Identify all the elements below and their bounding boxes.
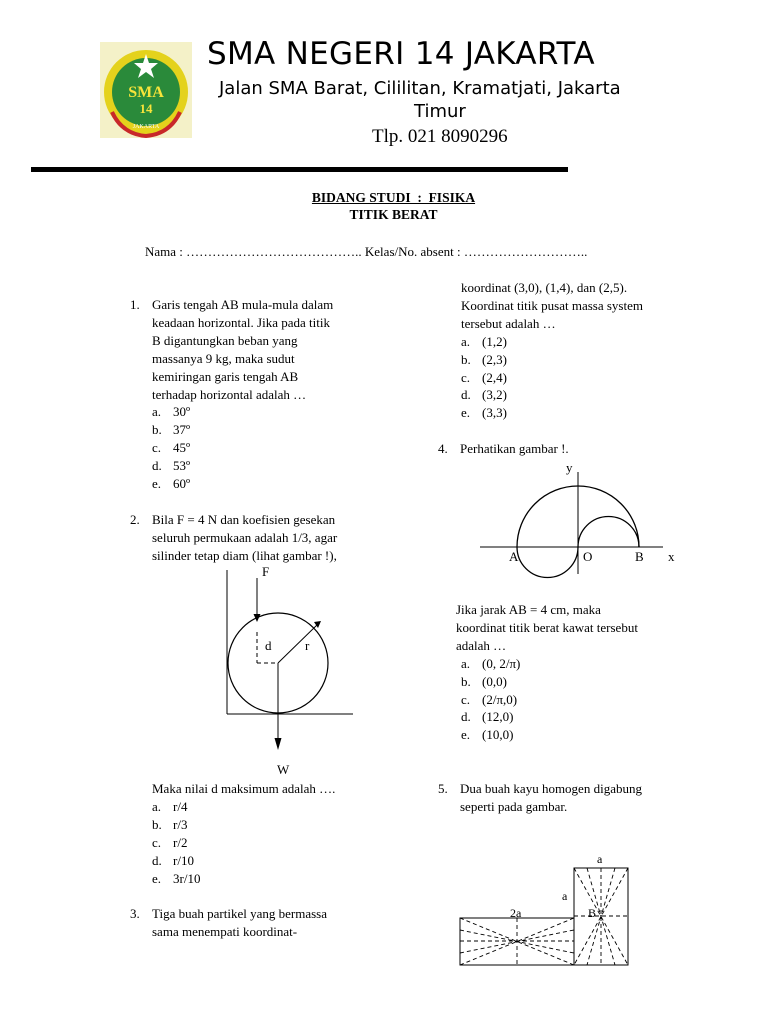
topic-title: TITIK BERAT	[349, 207, 438, 222]
question-line: tersebut adalah …	[461, 315, 556, 331]
option-c: c. (2,4)	[461, 369, 507, 385]
horizontal-block-guides	[460, 918, 574, 965]
option-d: d. r/10	[152, 852, 194, 868]
logo-text-number: 14	[139, 101, 153, 116]
option-c: c. (2/π,0)	[461, 691, 518, 707]
question-line: Bila F = 4 N dan koefisien gesekan	[152, 512, 336, 527]
option-c: c. r/2	[152, 834, 188, 850]
school-address-line1: Jalan SMA Barat, Cililitan, Kramatjati, Jakarta	[219, 78, 621, 99]
option-b: b. 37º	[152, 422, 191, 438]
question-text	[152, 905, 327, 941]
label-a-side: a	[562, 889, 568, 903]
small-upper-semicircle	[578, 517, 639, 548]
school-emblem-icon	[100, 42, 192, 138]
label-r: r	[305, 638, 310, 653]
label-b: B	[588, 906, 597, 920]
question-3-continuation	[461, 279, 721, 422]
question-text	[152, 296, 333, 493]
question-1	[130, 296, 380, 493]
label-a-top: a	[597, 852, 603, 866]
option-b: b. (2,3)	[461, 351, 507, 367]
question-number: 4.	[438, 441, 448, 456]
subject-title: BIDANG STUDI : FISIKA	[311, 190, 476, 205]
question-line: sama menempati koordinat-	[152, 923, 298, 939]
question-number: 3.	[130, 906, 140, 921]
question-line: terhadap horizontal adalah …	[152, 386, 307, 402]
option-b: b. (0,0)	[461, 673, 507, 689]
wire-diagram	[475, 456, 690, 586]
option-d: d. (3,2)	[461, 387, 507, 403]
label-o: O	[583, 549, 593, 564]
option-b: b. r/3	[152, 816, 188, 832]
option-a: a. 30º	[152, 404, 191, 420]
question-line: Perhatikan gambar !.	[460, 441, 569, 456]
school-address-line2: Timur	[414, 101, 466, 122]
label-x: x	[668, 549, 675, 564]
question-3	[130, 905, 380, 941]
question-line: kemiringan garis tengah AB	[152, 368, 299, 384]
radius-line	[278, 624, 318, 663]
option-a: a. r/4	[152, 798, 188, 814]
question-line: silinder tetap diam (lihat gambar !),	[152, 547, 337, 563]
question-line: keadaan horizontal. Jika pada titik	[152, 314, 330, 330]
option-a: a. (1,2)	[461, 333, 507, 349]
question-line: adalah …	[456, 637, 507, 653]
question-line: Koordinat titik pusat massa system	[461, 297, 643, 313]
small-lower-semicircle	[517, 547, 578, 577]
weight-arrowhead	[275, 738, 282, 750]
label-f: F	[262, 564, 270, 579]
option-e: e. (10,0)	[461, 727, 514, 743]
question-2	[130, 511, 380, 565]
question-line: Dua buah kayu homogen digabung	[460, 781, 642, 796]
question-line: koordinat titik berat kawat tersebut	[456, 619, 638, 635]
question-text	[460, 780, 642, 816]
option-e: e. 60º	[152, 476, 191, 492]
question-line: seperti pada gambar.	[460, 798, 568, 814]
school-name: SMA NEGERI 14 JAKARTA	[207, 36, 595, 72]
label-b: B	[635, 549, 644, 564]
question-line: Tiga buah partikel yang bermassa	[152, 906, 327, 921]
wood-blocks-diagram	[455, 848, 640, 970]
logo-text-sma: SMA	[128, 84, 164, 101]
option-c: c. 45º	[152, 440, 191, 456]
label-w: W	[277, 762, 290, 777]
question-line: Maka nilai d maksimum adalah ….	[152, 781, 336, 796]
label-2a: 2a	[510, 906, 522, 920]
identity-line: Nama : ………………………………….. Kelas/No. absent : ………………………..	[145, 244, 588, 259]
question-line: Jika jarak AB = 4 cm, maka	[456, 602, 601, 617]
question-text	[152, 511, 337, 565]
option-a: a. (0, 2/π)	[461, 655, 521, 671]
vertical-block-guides	[574, 868, 628, 965]
question-5	[438, 780, 718, 816]
option-e: e. 3r/10	[152, 870, 201, 886]
school-logo	[100, 42, 192, 138]
school-phone: Tlp. 021 8090296	[372, 126, 508, 147]
question-2-continuation	[152, 780, 382, 887]
logo-text-city: JAKARTA	[132, 124, 160, 130]
option-d: d. (12,0)	[461, 709, 514, 725]
label-d: d	[265, 638, 272, 653]
header-divider	[31, 167, 568, 172]
cylinder-diagram	[215, 562, 365, 782]
question-4-continuation	[456, 601, 716, 744]
question-line: seluruh permukaan adalah 1/3, agar	[152, 529, 338, 545]
force-f-arrowhead	[254, 614, 261, 622]
question-line: Garis tengah AB mula-mula dalam	[152, 297, 334, 312]
question-number: 1.	[130, 297, 140, 312]
question-line: koordinat (3,0), (1,4), dan (2,5).	[461, 280, 628, 295]
question-line: massanya 9 kg, maka sudut	[152, 350, 295, 366]
label-a: A	[509, 549, 519, 564]
label-y: y	[566, 460, 573, 475]
option-d: d. 53º	[152, 458, 191, 474]
question-line: B digantungkan beban yang	[152, 332, 298, 348]
question-number: 2.	[130, 512, 140, 527]
question-number: 5.	[438, 781, 448, 796]
option-e: e. (3,3)	[461, 405, 507, 421]
